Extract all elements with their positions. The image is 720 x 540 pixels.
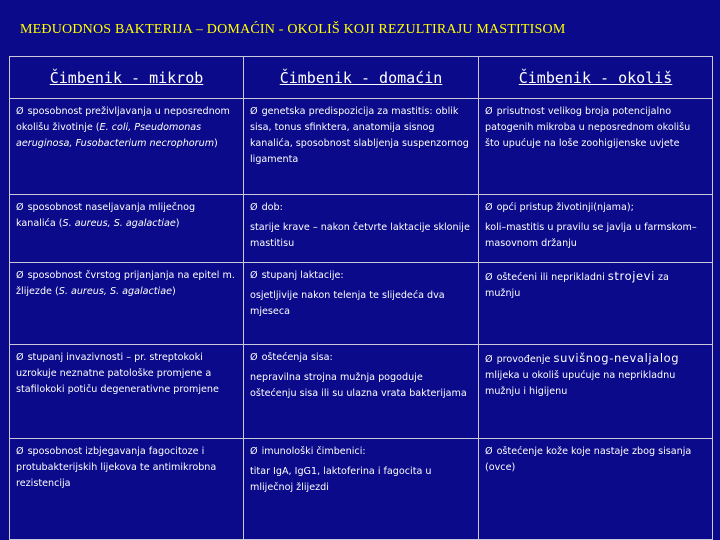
arrow-bullet-icon: Ø [250,106,258,117]
cell-mikrob: Ø sposobnost naseljavanja mliječnog kanalića (S. aureus, S. agalactiae) [10,195,244,263]
arrow-bullet-icon: Ø [16,446,24,457]
cell-mikrob: Ø sposobnost čvrstog prijanjanja na epitel m. žlijezde (S. aureus, S. agalactiae) [10,263,244,345]
arrow-bullet-icon: Ø [16,352,24,363]
arrow-bullet-icon: Ø [485,446,493,457]
table-row [10,195,713,263]
cell-mikrob: Ø sposobnost preživljavanja u neposrednom okolišu životinje (E. coli, Pseudomonas aeruginosa, Fusobacterium necrophorum) [10,99,244,195]
cell-mikrob: Ø stupanj invazivnosti – pr. streptokoki uzrokuje neznatne patološke promjene a stafilokoki potiču degenerativne promjene [10,345,244,439]
arrow-bullet-icon: Ø [250,202,258,213]
arrow-bullet-icon: Ø [250,446,258,457]
cell-okolis: Ø oštećeni ili neprikladni strojevi za mužnju [479,263,713,345]
table-row [10,263,713,345]
arrow-bullet-icon: Ø [485,272,493,283]
arrow-bullet-icon: Ø [485,202,493,213]
cell-domacin: Ø stupanj laktacije: osjetljivije nakon telenja te slijedeća dva mjeseca [244,263,479,345]
arrow-bullet-icon: Ø [250,270,258,281]
header-mikrob: Čimbenik - mikrob [10,57,244,99]
arrow-bullet-icon: Ø [16,202,24,213]
cell-okolis: Ø provođenje suvišnog-nevaljalog mlijeka u okoliš upućuje na neprikladnu mužnju i higijenu [479,345,713,439]
cell-okolis: Ø oštećenje kože koje nastaje zbog sisanja (ovce) [479,439,713,540]
table-header-row [10,57,713,99]
cell-domacin: Ø genetska predispozicija za mastitis: oblik sisa, tonus sfinktera, anatomija sisnog kanalića, sposobnost slabljenja suspenzornog ligamenta [244,99,479,195]
header-okolis: Čimbenik - okoliš [479,57,713,99]
table-row [10,439,713,540]
header-domacin: Čimbenik - domaćin [244,57,479,99]
cell-domacin: Ø imunološki čimbenici: titar IgA, IgG1, laktoferina i fagocita u mliječnoj žlijezdi [244,439,479,540]
cell-domacin: Ø oštećenja sisa: nepravilna strojna mužnja pogoduje oštećenju sisa ili su ulazna vrata bakterijama [244,345,479,439]
table-row [10,99,713,195]
arrow-bullet-icon: Ø [485,354,493,365]
cell-okolis: Ø prisutnost velikog broja potencijalno patogenih mikroba u neposrednom okolišu što upućuje na loše zoohigijenske uvjete [479,99,713,195]
slide-title: MEĐUODNOS BAKTERIJA – DOMAĆIN - OKOLIŠ KOJI REZULTIRAJU MASTITISOM [20,22,566,37]
arrow-bullet-icon: Ø [16,270,24,281]
cell-mikrob: Ø sposobnost izbjegavanja fagocitoze i protubakterijskih lijekova te antimikrobna rezistencija [10,439,244,540]
cell-domacin: Ø dob: starije krave – nakon četvrte laktacije sklonije mastitisu [244,195,479,263]
arrow-bullet-icon: Ø [485,106,493,117]
table-row [10,345,713,439]
factors-table [9,56,713,540]
arrow-bullet-icon: Ø [250,352,258,363]
arrow-bullet-icon: Ø [16,106,24,117]
cell-okolis: Ø opći pristup životinji(njama); koli–mastitis u pravilu se javlja u farmskom–masovnom držanju [479,195,713,263]
